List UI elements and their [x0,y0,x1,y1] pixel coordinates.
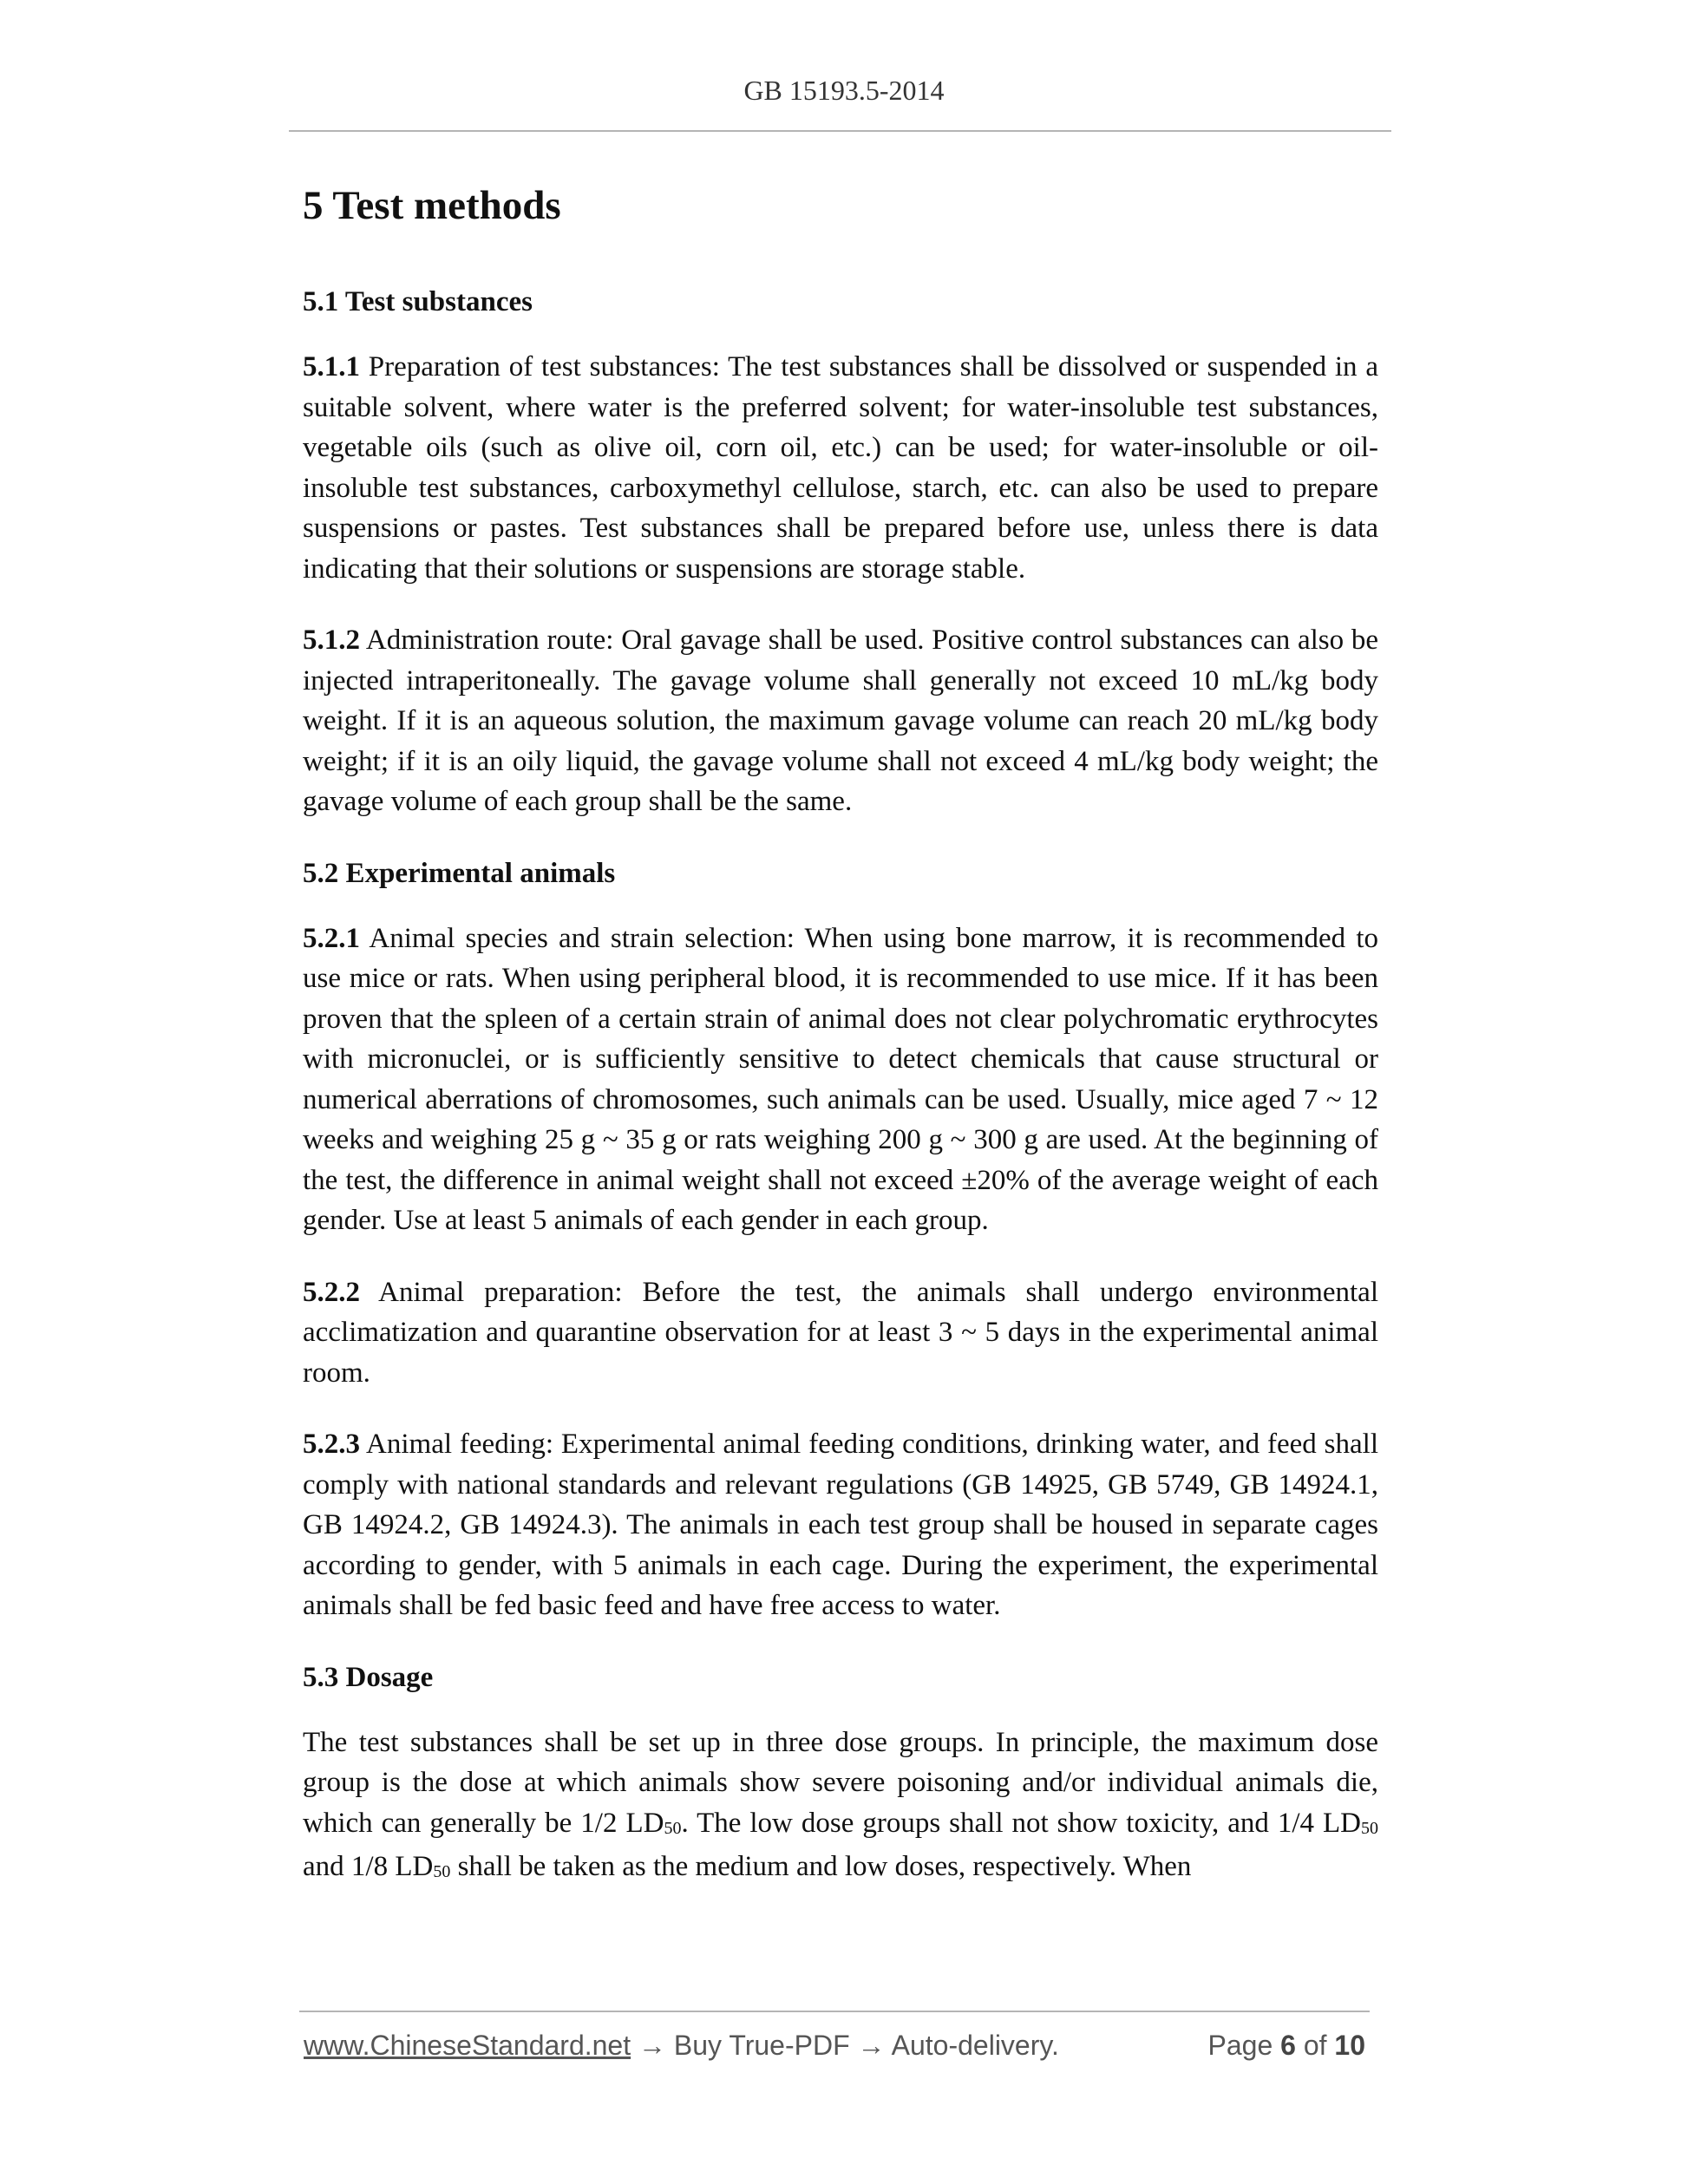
footer-divider [299,2011,1370,2012]
clause-number: 5.1.1 [303,351,360,383]
page-content [303,178,1378,1922]
arrow-right-icon: → [638,2030,666,2061]
subscript-50: 50 [433,1862,451,1881]
page-label: Page [1207,2030,1273,2061]
subscript-50: 50 [1361,1818,1378,1838]
arrow-right-icon: → [857,2030,886,2061]
clause-text: Administration route: Oral gavage shall be used. Positive control substances can also be injected intraperitoneally. The gavage volume shall generally not exceed 10 mL/kg body weight. If it is an aqueous solution, the maximum gavage volume can reach 20 mL/kg body weight; if it is an oily liquid, the gavage volume shall not exceed 4 mL/kg body weight; the gavage volume of each group shall be the same. [303,624,1378,817]
paragraph-5-2-3 [303,1424,1378,1626]
dosage-text: The test substances shall be set up in three dose groups. In principle, the maximum dose group is the dose at which animals show severe poisoning and/or individual animals die, which can generally be 1/2 LD [303,1726,1378,1839]
heading-5-3: 5.3 Dosage [303,1661,434,1693]
buy-true-pdf-text: Buy True-PDF [673,2030,850,2061]
page-footer [304,2030,1371,2062]
clause-number: 5.2.3 [303,1429,360,1460]
auto-delivery-text: Auto-delivery. [891,2030,1059,2061]
chinesestandard-link[interactable]: www.ChineseStandard.net [304,2030,631,2061]
of-label: of [1303,2030,1327,2061]
paragraph-5-1-1 [303,347,1378,589]
page-indicator [1208,2030,1365,2062]
header-divider [289,130,1391,132]
paragraph-5-2-2 [303,1272,1378,1394]
document-code: GB 15193.5-2014 [743,75,945,106]
section-title: 5 Test methods [303,183,561,228]
heading-5-1: 5.1 Test substances [303,286,533,317]
paragraph-5-1-2 [303,620,1378,822]
clause-text: Animal feeding: Experimental animal feeding conditions, drinking water, and feed shall comply with national standards and relevant regulations (GB 14925, GB 5749, GB 14924.1, GB 14924.2, GB 14924.3). The animals in each test group shall be housed in separate cages according to gender, with 5 animals in each cage. During the experiment, the experimental animals shall be fed basic feed and have free access to water. [303,1429,1378,1621]
subscript-50: 50 [664,1818,682,1838]
heading-5-2: 5.2 Experimental animals [303,857,616,889]
page-total: 10 [1334,2030,1365,2061]
page-number: 6 [1280,2030,1296,2061]
clause-number: 5.2.1 [303,922,360,954]
dosage-text: and 1/8 LD [303,1851,434,1882]
clause-text: Preparation of test substances: The test substances shall be dissolved or suspended in a suitable solvent, where water is the preferred solvent; for water-insoluble test substances, vegetable oils (such as olive oil, corn oil, etc.) can be used; for water-insoluble or oil-insoluble test substances, carboxymethyl cellulose, starch, etc. can also be used to prepare suspensions or pastes. Test substances shall be prepared before use, unless there is data indicating that their solutions or suspensions are storage stable. [303,351,1378,585]
paragraph-5-2-1 [303,919,1378,1241]
dosage-text: shall be taken as the medium and low doses, respectively. When [450,1851,1192,1882]
clause-text: Animal preparation: Before the test, the animals shall undergo environmental acclimatization and quarantine observation for at least 3 ~ 5 days in the experimental animal room. [303,1276,1378,1389]
paragraph-5-3 [303,1723,1378,1891]
clause-number: 5.2.2 [303,1276,360,1308]
dosage-text: . The low dose groups shall not show toxicity, and 1/4 LD [681,1807,1361,1839]
clause-number: 5.1.2 [303,624,360,656]
clause-text: Animal species and strain selection: When using bone marrow, it is recommended to use mice or rats. When using peripheral blood, it is recommended to use mice. If it has been proven that the spleen of a certain strain of animal does not clear polychromatic erythrocytes with micronuclei, or is sufficiently sensitive to detect chemicals that cause structural or numerical aberrations of chromosomes, such animals can be used. Usually, mice aged 7 ~ 12 weeks and weighing 25 g ~ 35 g or rats weighing 200 g ~ 300 g are used. At the beginning of the test, the difference in animal weight shall not exceed ±20% of the average weight of each gender. Use at least 5 animals of each gender in each group. [303,922,1378,1236]
